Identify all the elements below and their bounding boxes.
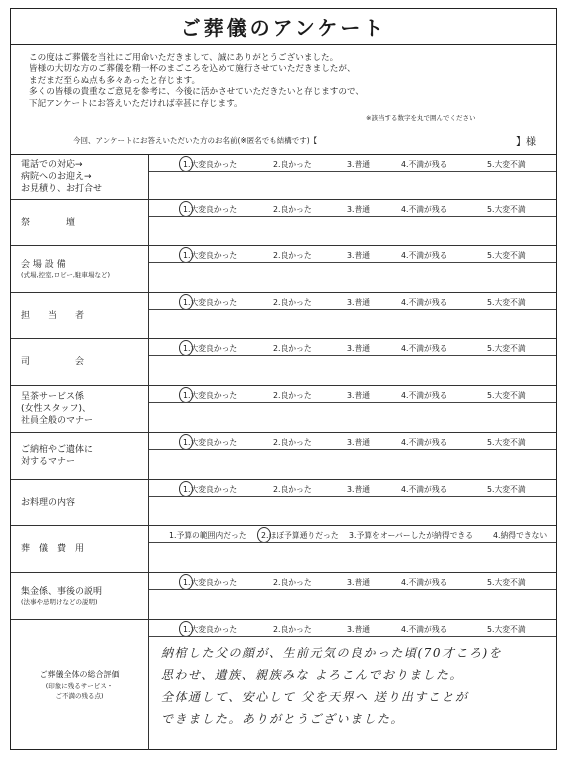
rating-option[interactable]: 5.大変不満 — [487, 205, 526, 214]
rating-options — [149, 388, 556, 402]
question-row — [11, 293, 556, 339]
question-label-line: 担 当 者 — [21, 310, 85, 321]
rating-options — [149, 575, 556, 589]
rating-option[interactable]: 3.普通 — [347, 205, 371, 214]
selected-circle — [179, 247, 193, 263]
rating-options — [149, 295, 556, 309]
question-label — [11, 246, 149, 292]
answer-cell — [149, 339, 556, 385]
rating-option[interactable]: 1.大変良かった — [183, 297, 237, 308]
rating-option[interactable]: 4.不満が残る — [401, 391, 448, 400]
rating-option[interactable]: 1.大変良かった — [183, 343, 237, 354]
question-row — [11, 339, 556, 386]
rating-option[interactable]: 1.大変良かった — [183, 437, 237, 448]
selected-circle — [179, 621, 193, 637]
selected-circle — [179, 156, 193, 172]
rating-option[interactable]: 4.納得できない — [493, 531, 548, 540]
rating-option[interactable]: 5.大変不満 — [487, 485, 526, 494]
rating-option[interactable]: 5.大変不満 — [487, 578, 526, 587]
rating-option[interactable]: 1.大変良かった — [183, 624, 237, 635]
question-label — [11, 573, 149, 619]
page-title: ご葬儀のアンケート — [180, 16, 387, 40]
survey-page — [10, 8, 557, 750]
answer-underline — [149, 309, 556, 310]
rating-option[interactable]: 2.ほぼ予算通りだった — [261, 530, 339, 541]
question-label-line: 電話での対応→ — [21, 160, 83, 170]
overall-label — [11, 620, 149, 750]
answer-underline — [149, 355, 556, 356]
question-label — [11, 480, 149, 525]
rating-options — [149, 435, 556, 449]
question-label-line: 祭 壇 — [21, 217, 76, 228]
question-row — [11, 155, 556, 200]
overall-sublabel: ご不満の残る点) — [55, 692, 104, 700]
rating-option[interactable]: 3.普通 — [347, 485, 371, 494]
rating-options — [149, 341, 556, 355]
selected-circle — [179, 294, 193, 310]
question-row — [11, 386, 556, 433]
overall-sublabel: (印象に残るサービス・ — [45, 682, 114, 690]
rating-option[interactable]: 2.良かった — [273, 391, 312, 400]
answer-underline — [149, 171, 556, 172]
answer-underline — [149, 262, 556, 263]
rating-option[interactable]: 2.良かった — [273, 485, 312, 494]
name-prompt: 今回、アンケートにお答えいただいた方のお名前(※匿名でも結構です)【 — [73, 136, 318, 145]
question-label — [11, 339, 149, 385]
rating-option[interactable]: 3.普通 — [347, 298, 371, 307]
answer-cell — [149, 433, 556, 479]
answer-cell — [149, 246, 556, 292]
question-sublabel: (法事や忌明けなどの説明) — [21, 597, 98, 606]
rating-options — [149, 248, 556, 262]
answer-underline — [149, 449, 556, 450]
rating-option[interactable]: 1.大変良かった — [183, 484, 237, 495]
handwritten-comment[interactable] — [161, 642, 556, 730]
question-label-line: 司 会 — [21, 357, 85, 367]
answer-cell — [149, 526, 556, 572]
rating-option[interactable]: 1.大変良かった — [183, 250, 237, 261]
rating-option[interactable]: 2.良かった — [273, 438, 312, 447]
rating-option[interactable]: 5.大変不満 — [487, 438, 526, 447]
instruction-note: ※該当する数字を丸で囲んでください — [366, 114, 476, 122]
question-label — [11, 155, 149, 199]
rating-option[interactable]: 5.大変不満 — [487, 344, 526, 353]
rating-option[interactable]: 3.普通 — [347, 578, 371, 587]
question-row — [11, 433, 556, 480]
rating-option[interactable]: 3.普通 — [347, 625, 371, 634]
question-row — [11, 526, 556, 573]
rating-option[interactable]: 4.不満が残る — [401, 578, 448, 587]
rating-options — [149, 482, 556, 496]
answer-underline — [149, 216, 556, 217]
question-label-line: 対するマナー — [21, 457, 76, 467]
answer-underline — [149, 542, 556, 543]
question-row — [11, 200, 556, 246]
rating-option[interactable]: 1.大変良かった — [183, 159, 237, 170]
rating-option[interactable]: 4.不満が残る — [401, 625, 448, 634]
comment-line: できました。ありがとうございました。 — [161, 712, 405, 726]
selected-circle — [257, 527, 271, 543]
selected-circle — [179, 434, 193, 450]
rating-option[interactable]: 5.大変不満 — [487, 160, 526, 169]
answer-underline — [149, 636, 556, 637]
rating-option[interactable]: 1.大変良かった — [183, 390, 237, 401]
rating-option[interactable]: 3.普通 — [347, 160, 371, 169]
survey-grid — [11, 154, 556, 750]
question-label — [11, 200, 149, 245]
overall-row — [11, 620, 556, 750]
question-label-line: お見積り、お打合せ — [21, 184, 103, 194]
rating-option[interactable]: 2.良かった — [273, 625, 312, 634]
question-sublabel: (式場,控室,ロビー,駐車場など) — [21, 270, 111, 279]
answer-cell — [149, 480, 556, 525]
rating-option[interactable]: 4.不満が残る — [401, 205, 448, 214]
rating-option[interactable]: 4.不満が残る — [401, 298, 448, 307]
rating-option[interactable]: 2.良かった — [273, 251, 312, 260]
rating-options — [149, 157, 556, 171]
answer-underline — [149, 402, 556, 403]
rating-option[interactable]: 5.大変不満 — [487, 251, 526, 260]
rating-option[interactable]: 2.良かった — [273, 205, 312, 214]
answer-cell — [149, 200, 556, 245]
rating-option[interactable]: 2.良かった — [273, 344, 312, 353]
rating-option[interactable]: 1.大変良かった — [183, 204, 237, 215]
intro-text: この度はご葬儀を当社にご用命いただきまして、誠にありがとうございました。 皆様の大切な方のご葬儀を精一杯のまごころを込めて施行させていただきましたが、 まだまだ至らぬ点も多々あったと存じます。 多くの皆様の貴重なご意見を参考に、今後に活かさせていただきたいと存じますので、 下記アンケートにお答えいただければ幸甚に存じます。 — [29, 53, 364, 109]
rating-option[interactable]: 4.不満が残る — [401, 160, 448, 169]
rating-option[interactable]: 3.予算をオーバーしたが納得できる — [349, 531, 474, 540]
question-label-line: 葬 儀 費 用 — [21, 544, 85, 554]
rating-option[interactable]: 1.予算の範囲内だった — [169, 531, 247, 540]
selected-circle — [179, 574, 193, 590]
rating-option[interactable]: 1.大変良かった — [183, 577, 237, 588]
question-label — [11, 293, 149, 338]
rating-option[interactable]: 5.大変不満 — [487, 298, 526, 307]
selected-circle — [179, 340, 193, 356]
question-label-line: 社員全般のマナー — [21, 416, 94, 426]
rating-option[interactable]: 4.不満が残る — [401, 438, 448, 447]
title-box — [11, 9, 556, 45]
question-label-line: 集金係、事後の説明 — [21, 586, 103, 597]
rating-option[interactable]: 3.普通 — [347, 344, 371, 353]
rating-option[interactable]: 5.大変不満 — [487, 391, 526, 400]
rating-option[interactable]: 2.良かった — [273, 298, 312, 307]
question-label-line: (女性スタッフ)、 — [21, 404, 92, 414]
comment-line: 全体通して、安心して 父を天界へ 送り出すことが — [161, 690, 469, 704]
question-row — [11, 480, 556, 526]
question-label-line: 呈茶サービス係 — [21, 392, 85, 402]
rating-option[interactable]: 4.不満が残る — [401, 485, 448, 494]
rating-option[interactable]: 3.普通 — [347, 438, 371, 447]
answer-underline — [149, 496, 556, 497]
rating-option[interactable]: 3.普通 — [347, 251, 371, 260]
rating-options — [149, 202, 556, 216]
rating-option[interactable]: 3.普通 — [347, 391, 371, 400]
answer-cell — [149, 386, 556, 432]
comment-line: 思わせ、遺族、親族みな よろこんでおりました。 — [161, 668, 463, 682]
question-label — [11, 386, 149, 432]
rating-option[interactable]: 5.大変不満 — [487, 625, 526, 634]
name-suffix: 】様 — [516, 137, 536, 148]
question-row — [11, 573, 556, 620]
question-label — [11, 433, 149, 479]
overall-label-title: ご葬儀全体の総合評価 — [39, 670, 120, 679]
answer-underline — [149, 589, 556, 590]
rating-option[interactable]: 2.良かった — [273, 578, 312, 587]
selected-circle — [179, 201, 193, 217]
answer-cell — [149, 573, 556, 619]
question-label-line: 病院へのお迎え→ — [21, 172, 92, 182]
overall-rating-options — [149, 622, 556, 636]
overall-answer — [149, 620, 556, 750]
question-label — [11, 526, 149, 572]
rating-option[interactable]: 4.不満が残る — [401, 344, 448, 353]
question-label-line: ご納棺やご遺体に — [21, 445, 94, 455]
selected-circle — [179, 387, 193, 403]
answer-cell — [149, 155, 556, 199]
comment-line: 納棺した父の顔が、生前元気の良かった頃(70才ころ)を — [161, 646, 503, 660]
selected-circle — [179, 481, 193, 497]
rating-option[interactable]: 2.良かった — [273, 160, 312, 169]
question-label-line: 会 場 設 備 — [21, 259, 66, 270]
rating-option[interactable]: 4.不満が残る — [401, 251, 448, 260]
rating-options — [149, 528, 556, 542]
question-label-line: お料理の内容 — [21, 497, 76, 508]
answer-cell — [149, 293, 556, 338]
question-row — [11, 246, 556, 293]
